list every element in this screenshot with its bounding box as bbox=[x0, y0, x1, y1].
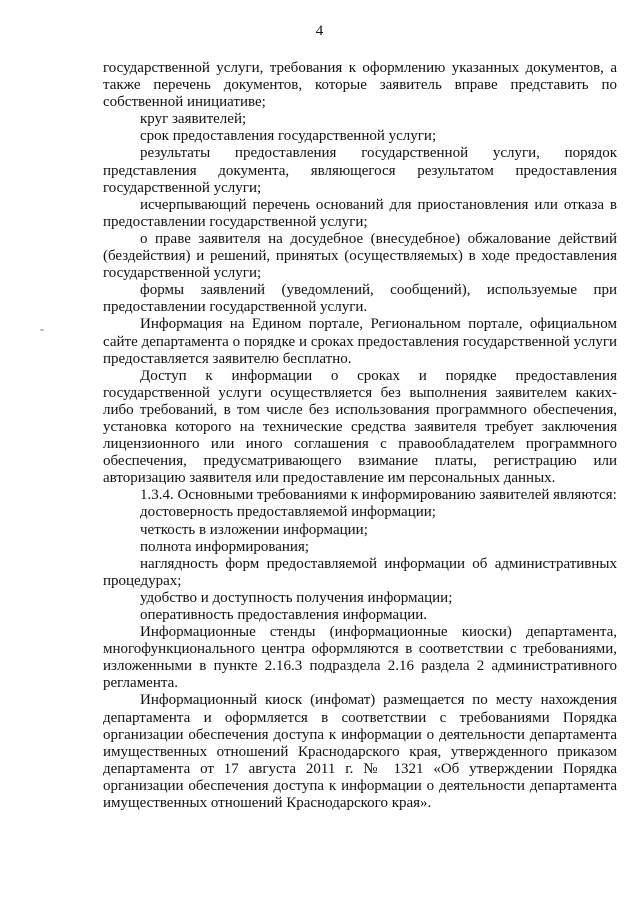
paragraph-service-term: срок предоставления государственной услуги; bbox=[140, 128, 437, 145]
paragraph-portal-information: Информация на Едином портале, Региональном портале, официальном сайте департамента о порядке и сроках предоставления государственной услуги предоставляется заявителю бесплатно. bbox=[103, 316, 617, 367]
margin-mark: - bbox=[40, 322, 44, 336]
paragraph-clarity: четкость в изложении информации; bbox=[140, 521, 368, 538]
paragraph-application-forms: формы заявлений (уведомлений, сообщений), используемые при предоставлении государственной услуги. bbox=[103, 282, 617, 316]
paragraph-documents-requirements: государственной услуги, требования к оформлению указанных документов, а также перечень документов, которые заявитель вправе представить по собственной инициативе; bbox=[103, 60, 617, 111]
document-body bbox=[103, 60, 617, 812]
paragraph-service-results: результаты предоставления государственной услуги, порядок представления документа, являющегося результатом предоставления государственной услуги; bbox=[103, 145, 617, 196]
paragraph-appeal-rights: о праве заявителя на досудебное (внесудебное) обжалование действий (бездействия) и решений, принятых (осуществляемых) в ходе предоставления государственной услуги; bbox=[103, 230, 617, 282]
paragraph-refusal-grounds: исчерпывающий перечень оснований для приостановления или отказа в предоставлении государственной услуги; bbox=[103, 196, 617, 230]
paragraph-applicants: круг заявителей; bbox=[140, 111, 247, 128]
page-number: 4 bbox=[315, 23, 324, 39]
paragraph-information-stands: Информационные стенды (информационные киоски) департамента, многофункционального центра оформляются в соответствии с требованиями, изложенными в пункте 2.16.3 подраздела 2.16 раздела 2 административного регламента. bbox=[103, 624, 617, 692]
paragraph-convenience: удобство и доступность получения информации; bbox=[140, 589, 453, 606]
paragraph-information-access: Доступ к информации о сроках и порядке предоставления государственной услуги осуществляется без выполнения заявителем каких-либо требований, в том числе без использования программного обеспечения, установка которого на технические средства заявителя требует заключения лицензионного или иного соглашения с правообладателем программного обеспечения, предусматривающего взимание платы, регистрацию или авторизацию заявителя или предоставление им персональных данных. bbox=[103, 367, 617, 487]
paragraph-completeness: полнота информирования; bbox=[140, 538, 310, 555]
paragraph-section-1-3-4: 1.3.4. Основными требованиями к информированию заявителей являются: bbox=[140, 487, 617, 504]
paragraph-information-kiosk: Информационный киоск (инфомат) размещается по месту нахождения департамента и оформляется в соответствии с требованиями Порядка организации обеспечения доступа к информации о деятельности департамента имущественных отношений Краснодарского края, утвержденного приказом департамента от 17 августа 2011 г. № 1321 «Об утверждении Порядка организации обеспечения доступа к информации о деятельности департамента имущественных отношений Краснодарского края». bbox=[103, 692, 617, 812]
paragraph-reliability: достоверность предоставляемой информации; bbox=[140, 504, 436, 521]
paragraph-promptness: оперативность предоставления информации. bbox=[140, 607, 428, 623]
paragraph-visibility: наглядность форм предоставляемой информации об административных процедурах; bbox=[103, 555, 617, 589]
